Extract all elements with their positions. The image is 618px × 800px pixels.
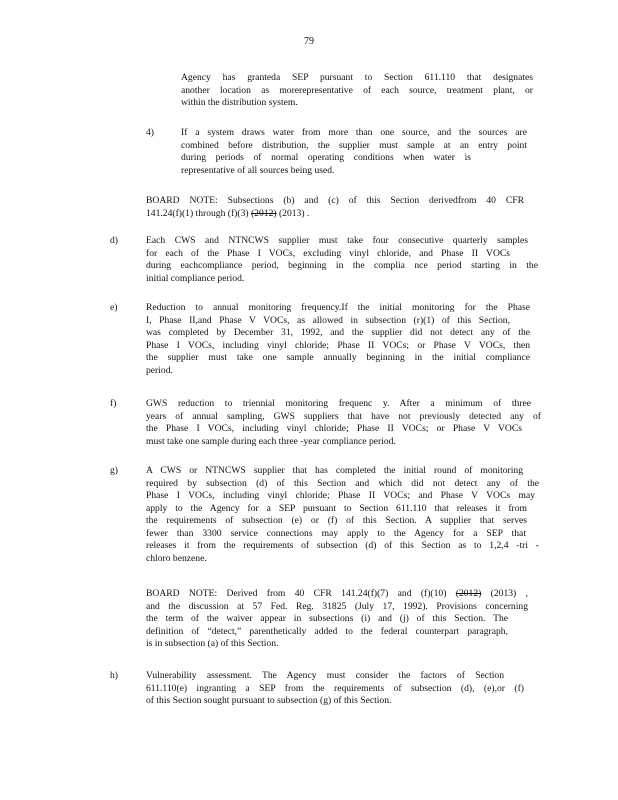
item-f-label: f) xyxy=(110,398,117,409)
text-line: fewer than 3300 service connections may apply to the Agency for a SEP that xyxy=(146,527,526,539)
text-line xyxy=(146,208,524,221)
inserted-year: (2013) . xyxy=(278,207,310,219)
text-line: for each of the Phase I VOCs, excluding vinyl chloride, and Phase II VOCs xyxy=(146,247,510,259)
item-g-text xyxy=(146,465,539,565)
text-line: Each CWS and NTNCWS supplier must take four consecutive quarterly samples xyxy=(146,235,528,246)
continued-paragraph xyxy=(181,72,533,110)
item-d-text xyxy=(146,235,538,285)
board-note-2 xyxy=(146,588,528,651)
text-line: releases it from the requirements of subsection (d) of this Section as to 1,2,4 -tri - xyxy=(146,540,539,551)
citation-text: BOARD NOTE: Derived from 40 CFR 141.24(f)(7) and (f)(10) xyxy=(146,588,447,599)
text-line: during eachcompliance period, beginning in the complia nce period starting in the xyxy=(146,260,538,271)
text-line: is in subsection (a) of this Section. xyxy=(146,638,279,649)
text-line: another location as morerepresentative of each source, treatment plant, or xyxy=(181,84,533,96)
text-line xyxy=(146,588,528,601)
item-d-label: d) xyxy=(110,235,118,246)
text-line: was completed by December 31, 1992, and the supplier did not detect any of the xyxy=(146,327,530,338)
text-line: Phase I VOCs, including vinyl chloride; Phase II VOCs; and Phase V VOCs may xyxy=(146,490,535,501)
text-line: Vulnerability assessment. The Agency must consider the factors of Section xyxy=(146,670,504,681)
text-line: the supplier must take one sample annually beginning in the initial compliance xyxy=(146,352,530,363)
text-line: A CWS or NTNCWS supplier that has completed the initial round of monitoring xyxy=(146,465,523,476)
item-4-label: 4) xyxy=(146,127,154,138)
text-line: during periods of normal operating conditions when water is xyxy=(181,152,471,163)
text-line: definition of “detect,” parenthetically added to the federal counterpart paragraph, xyxy=(146,625,508,637)
text-line: If a system draws water from more than one source, and the sources are xyxy=(181,127,527,138)
text-line: GWS reduction to triennial monitoring frequenc y. After a minimum of three xyxy=(146,398,531,409)
item-4-text xyxy=(181,127,527,177)
text-line: within the distribution system. xyxy=(181,97,298,108)
text-line: the requirements of subsection (e) or (f) of this Section. A supplier that serves xyxy=(146,515,527,526)
text-line: representative of all sources being used. xyxy=(181,164,335,176)
citation-text: 141.24(f)(1) through (f)(3) xyxy=(146,207,249,219)
text-line: 611.110(e) ingranting a SEP from the requirements of subsection (d), (e),or (f) xyxy=(146,682,524,694)
text-line: initial compliance period. xyxy=(146,272,245,284)
text-line: required by subsection (d) of this Section and which did not detect any of the xyxy=(146,477,539,489)
item-h-text xyxy=(146,670,524,708)
text-line: apply to the Agency for a SEP pursuant to Section 611.110 that releases it from xyxy=(146,502,527,514)
struck-year: (2012) xyxy=(455,588,482,599)
text-line: combined before distribution, the supplier must sample at an entry point xyxy=(181,139,527,151)
board-note-1 xyxy=(146,195,524,220)
item-f-text xyxy=(146,398,541,448)
text-line: Reduction to annual monitoring frequency.If the initial monitoring for the Phase xyxy=(146,302,530,313)
text-line: the term of the waiver appear in subsections (i) and (j) of this Section. The xyxy=(146,613,508,624)
text-line: years of annual sampling, GWS suppliers that have not previously detected any of xyxy=(146,410,541,422)
text-line: Agency has granteda SEP pursuant to Section 611.110 that designates xyxy=(181,72,533,83)
item-e-label: e) xyxy=(110,302,118,313)
text-line: period. xyxy=(146,364,173,376)
item-h-label: h) xyxy=(110,670,118,681)
inserted-year: (2013) , xyxy=(490,588,528,599)
item-g-label: g) xyxy=(110,465,118,476)
text-line: must take one sample during each three -year compliance period. xyxy=(146,435,396,447)
text-line: Phase I VOCs, including vinyl chloride; Phase II VOCs; or Phase V VOCs, then xyxy=(146,339,530,351)
struck-year: (2012) xyxy=(250,207,277,219)
text-line: of this Section sought pursuant to subsection (g) of this Section. xyxy=(146,695,392,706)
item-e-text xyxy=(146,302,530,377)
page-number: 79 xyxy=(304,36,314,47)
text-line: I, Phase II,and Phase V VOCs, as allowed in subsection (r)(1) of this Section, xyxy=(146,314,510,326)
text-line: and the discussion at 57 Fed. Reg. 31825 (July 17, 1992). Provisions concerning xyxy=(146,600,528,612)
text-line: the Phase I VOCs, including vinyl chloride; Phase II VOCs; or Phase V VOCs xyxy=(146,423,522,434)
text-line: BOARD NOTE: Subsections (b) and (c) of this Section derivedfrom 40 CFR xyxy=(146,195,524,206)
text-line: chloro benzene. xyxy=(146,552,207,564)
